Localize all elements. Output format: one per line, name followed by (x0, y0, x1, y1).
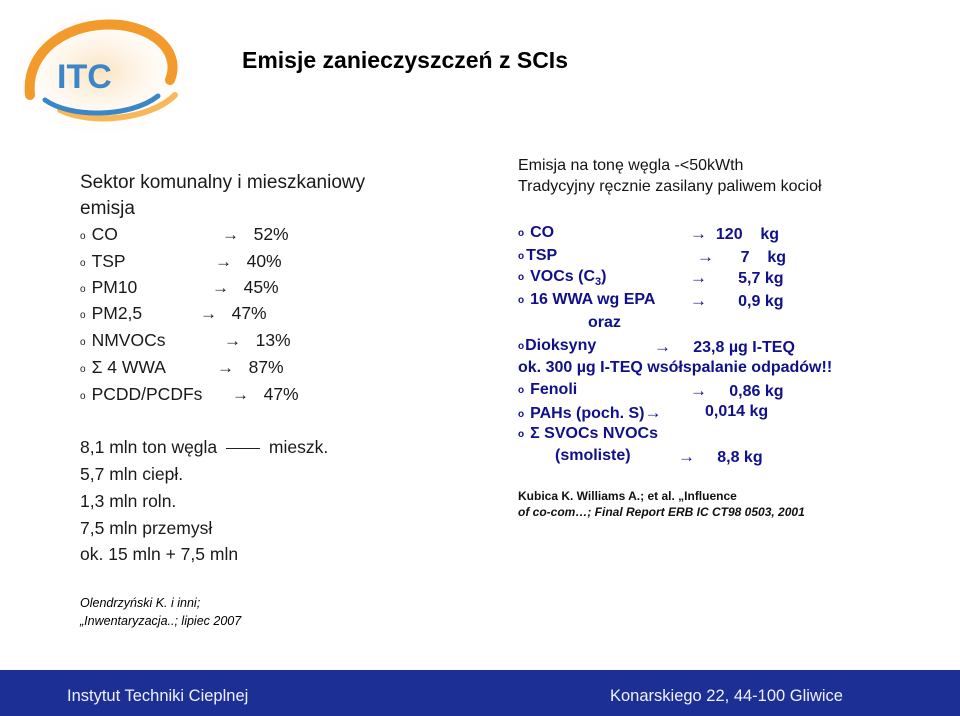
list-value: → 45% (212, 277, 279, 297)
coal-line-1: 8,1 mln ton węgla mieszk. (80, 437, 329, 457)
emission-pahs-value: 0,014 kg (705, 403, 769, 420)
list-value: → 47% (200, 303, 267, 323)
emission-wwa-value: → 0,9 kg (690, 291, 784, 310)
emission-dioksyny: oDioksyny (518, 337, 597, 354)
emission-svocs-line2: (smoliste) (555, 447, 631, 464)
logo-text: ITC (57, 58, 112, 96)
list-item: o CO (80, 224, 118, 244)
list-value: → 40% (215, 251, 282, 271)
citation-line1: Olendrzyński K. i inni; (80, 596, 201, 610)
emission-fenoli-value: → 0,86 kg (690, 381, 784, 400)
coal-line: 7,5 mln przemysł (80, 518, 213, 538)
right-header-line1: Emisja na tonę węgla -<50kWth (518, 157, 744, 174)
footer-bar (0, 670, 960, 716)
list-value: → 47% (232, 384, 299, 404)
list-value: → 13% (224, 330, 291, 350)
emission-co: o CO (518, 224, 555, 241)
emission-tsp-value: → 7 kg (697, 247, 787, 266)
emission-vocs: o VOCs $(C_3)$ (518, 268, 607, 289)
emission-pahs: o PAHs (poch. S)→ (518, 403, 662, 422)
list-item: o PCDD/PCDFs (80, 384, 203, 404)
footer-institute: Instytut Techniki Cieplnej (67, 687, 249, 705)
emission-wwa: o 16 WWA wg EPA (518, 291, 656, 308)
list-item: o TSP (80, 251, 126, 271)
emission-fenoli: o Fenoli (518, 381, 578, 398)
list-value: → 52% (222, 224, 289, 244)
right-citation-line1: Kubica K. Williams A.; et al. „Influence (518, 489, 737, 503)
emission-svocs: o Σ SVOCs NVOCs (518, 425, 658, 442)
right-citation-line2: of co-com…; Final Report ERB IC CT98 0503, 2001 (518, 505, 805, 519)
citation-line2: „Inwentaryzacja..; lipiec 2007 (80, 614, 242, 628)
list-item: o Σ 4 WWA (80, 357, 166, 377)
left-heading-line2: emisja (80, 198, 135, 219)
coal-line: 1,3 mln roln. (80, 491, 177, 511)
itc-logo-graphic (0, 0, 232, 155)
emission-svocs-value: → 8,8 kg (678, 447, 763, 466)
dash-line (226, 448, 260, 449)
logo (0, 0, 232, 155)
list-item: o NMVOCs (80, 330, 166, 350)
footer-address: Konarskiego 22, 44-100 Gliwice (610, 687, 843, 705)
right-header-line2: Tradycyjny ręcznie zasilany paliwem kocioł (518, 178, 822, 195)
emission-tsp: o TSP (518, 247, 558, 264)
page-title: Emisje zanieczyszczeń z SCIs (242, 47, 568, 73)
coal-line: 5,7 mln ciepł. (80, 464, 184, 484)
coal-line: ok. 15 mln + 7,5 mln (80, 544, 239, 564)
emission-vocs-value: → 5,7 kg (690, 268, 784, 287)
list-value: → 87% (217, 357, 284, 377)
oraz-label: oraz (588, 314, 621, 331)
ok-line: ok. 300 µg I-TEQ wsółspalanie odpadów!! (518, 359, 833, 376)
emission-dioksyny-value: → 23,8 µg I-TEQ (654, 337, 795, 356)
left-heading-line1: Sektor komunalny i mieszkaniowy (80, 172, 366, 193)
list-item: o PM2,5 (80, 303, 143, 323)
list-item: o PM10 (80, 277, 138, 297)
emission-co-value: → 120 kg (690, 224, 780, 243)
